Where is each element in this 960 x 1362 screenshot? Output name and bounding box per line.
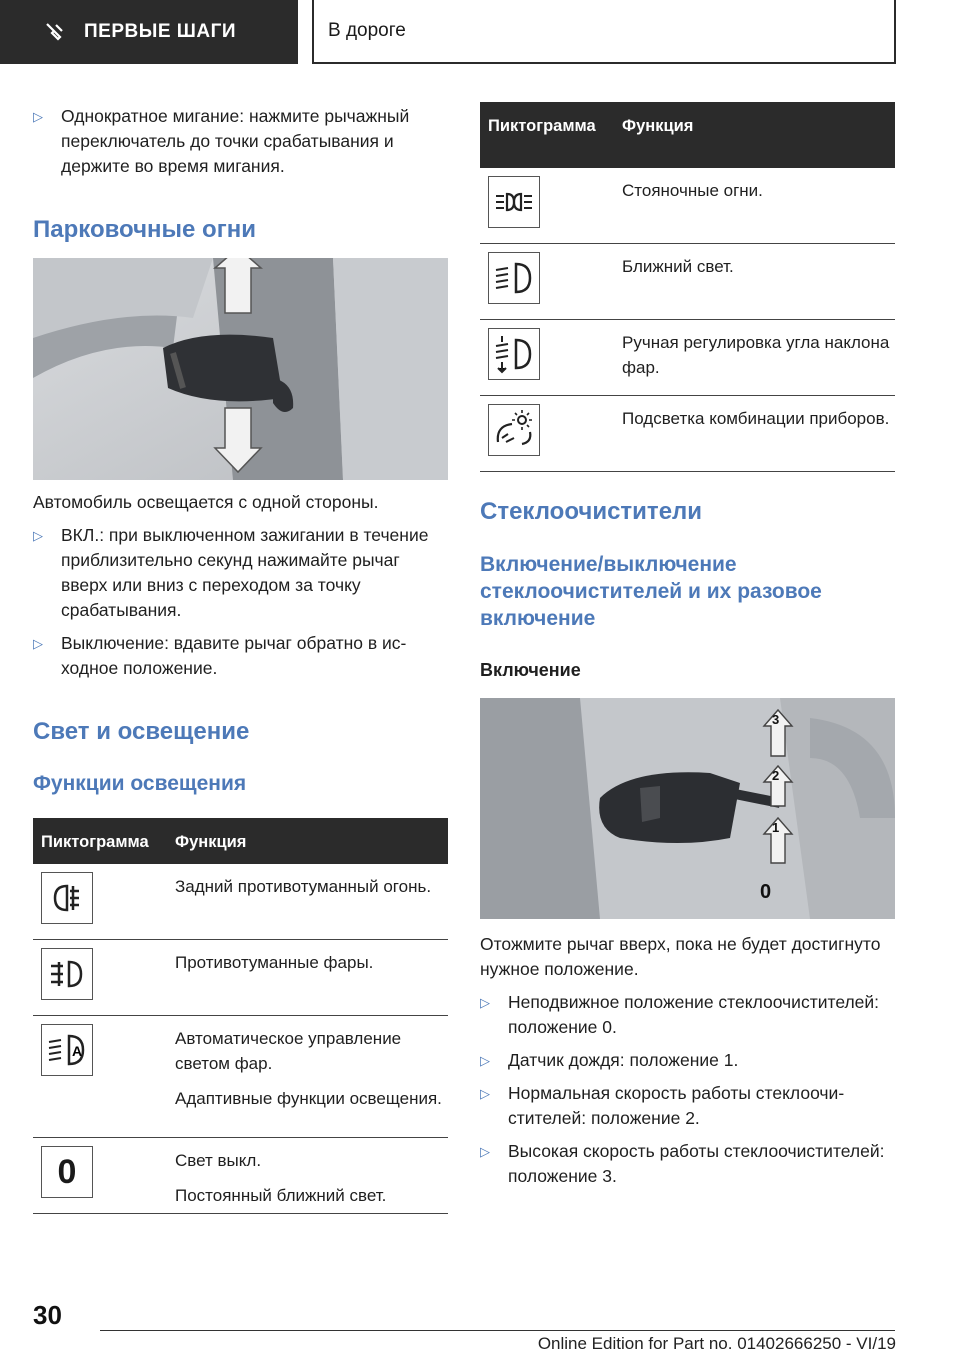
rear-fog-light-icon [41,872,93,924]
lighting-table-left [33,818,448,1214]
section-tab[interactable] [0,0,298,64]
bullet-triangle-icon: ▷ [480,1086,490,1101]
table-row: A Автоматическое управление светом фар. Адаптивные функции освещения. [33,1016,448,1138]
parking-caption: Автомобиль освещается с одной стороны. [33,492,379,512]
list-item: ▷ Высокая скорость работы стеклоочистителей: положение 3. [480,1139,895,1189]
parking-lights-icon [488,176,540,228]
bullet-triangle-icon: ▷ [33,528,43,543]
chapter-tab[interactable] [312,0,896,64]
table-header [33,818,448,864]
bullet-triangle-icon: ▷ [480,995,490,1010]
table-row: 0 Свет выкл. Постоянный ближний свет. [33,1138,448,1214]
lights-off-icon: 0 [41,1146,93,1198]
instrument-lighting-icon [488,404,540,456]
section-tab-label: ПЕРВЫЕ ШАГИ [84,21,237,42]
wipers-bullet-list [480,990,895,1189]
column-header-pictogram: Пиктограмма [488,117,596,135]
headlight-range-icon [488,328,540,380]
figure-label: 2 [772,768,780,783]
table-row: Противотуманные фары. [33,940,448,1016]
table-row: Задний противотуманный огонь. [33,864,448,940]
list-item: ▷ Нормальная скорость работы стеклоочистителей: положение 2. [480,1081,895,1131]
page-number: 30 [33,1300,62,1330]
auto-headlight-icon [41,1024,93,1076]
parking-bullet-list [33,523,448,681]
list-item: ▷ Однократное мигание: нажмите рычажный переключатель до точки срабатывания и держите во время мигания. [33,104,448,179]
chapter-tab-label: В дороге [328,20,406,41]
wipers-heading: Стеклоочистители [480,498,703,525]
wipers-caption: Отожмите рычаг вверх, пока не будет достигнуто нужное положение. [480,934,881,979]
list-item: ▷ ВКЛ.: при выключенном зажигании в течение приблизительно секунд нажимайте рычаг вверх или вниз с переходом за точку срабатывания. [33,523,448,623]
table-row: Ручная регулировка угла наклона фар. [480,320,895,396]
column-header-function: Функция [175,833,247,851]
lever-icon [44,21,66,43]
list-item: ▷ Выключение: вдавите рычаг обратно в исходное положение. [33,631,448,681]
figure-label: 3 [772,712,780,727]
bullet-triangle-icon: ▷ [33,109,43,124]
edition-note: Online Edition for Part no. 01402666250 - VI/19 [537,1334,896,1353]
bullet-triangle-icon: ▷ [480,1053,490,1068]
table-header [480,102,895,168]
table-row: Стояночные огни. [480,168,895,244]
list-item: ▷ Датчик дождя: положение 1. [480,1048,895,1073]
svg-text:A: A [72,1043,83,1059]
on-heading: Включение [480,660,581,680]
wipers-subheading: Включение/выключение стеклоочистителей и их разовое включение [480,553,822,630]
wiper-lever-photo [480,698,895,919]
table-row: Ближний свет. [480,244,895,320]
footer-divider [100,1330,895,1331]
table-row: Подсветка комбинации приборов. [480,396,895,472]
light-heading: Свет и освещение [33,718,250,745]
figure-label: 0 [760,881,772,903]
bullet-triangle-icon: ▷ [480,1144,490,1159]
column-header-pictogram: Пиктограмма [41,833,149,851]
list-item: ▷ Неподвижное положение стеклоочистителей: положение 0. [480,990,895,1040]
column-header-function: Функция [622,117,694,135]
functions-heading: Функции освещения [33,772,247,795]
lighting-table-right [480,102,895,472]
low-beam-icon [488,252,540,304]
parking-lights-heading: Парковочные огни [33,216,256,243]
bullet-triangle-icon: ▷ [33,636,43,651]
front-fog-lights-icon [41,948,93,1000]
parking-lever-photo [33,258,448,480]
figure-label: 1 [772,820,780,835]
